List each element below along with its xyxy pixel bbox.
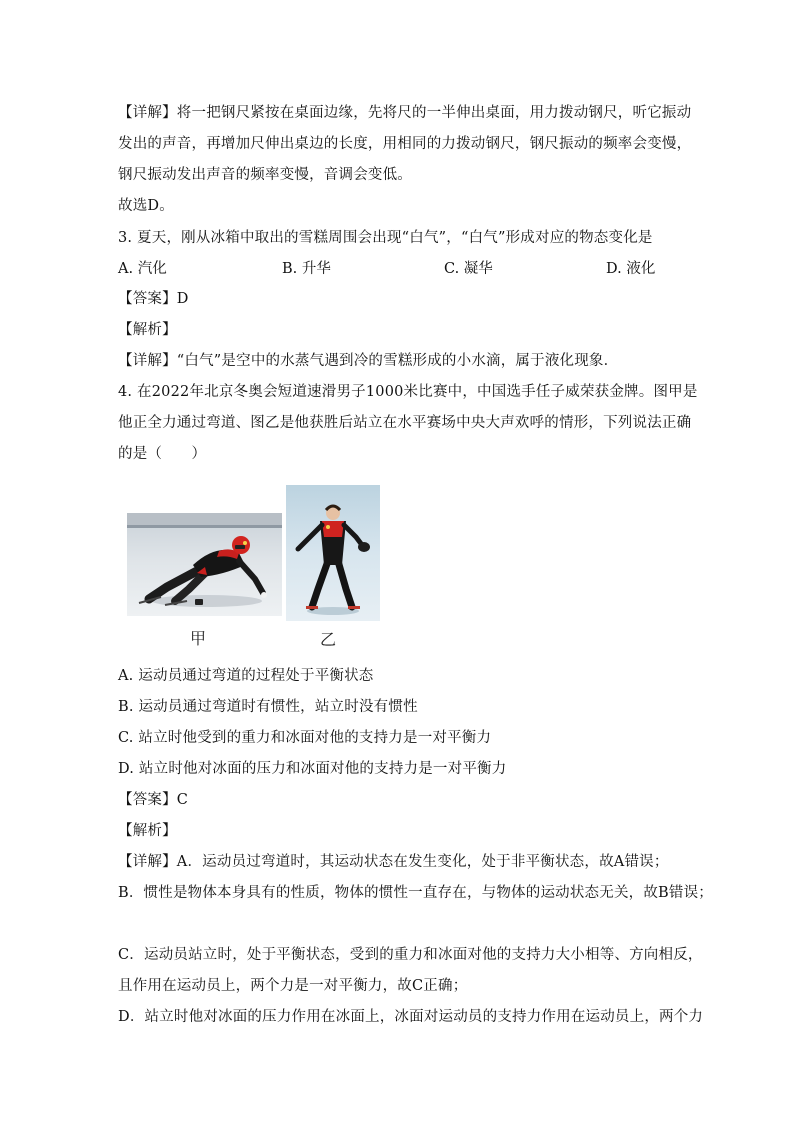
q4-option-a: A. 运动员通过弯道的过程处于平衡状态: [118, 668, 374, 684]
photo-skater-cheering: [286, 485, 380, 621]
conclusion-line: 故选D。: [118, 198, 174, 214]
detail-line-1: 【详解】将一把钢尺紧按在桌面边缘，先将尺的一半伸出桌面，用力拨动钢尺，听它振动: [118, 105, 692, 121]
q4-analysis-label: 【解析】: [118, 823, 177, 839]
q3-option-c: C. 凝华: [444, 261, 493, 277]
q4-option-d: D. 站立时他对冰面的压力和冰面对他的支持力是一对平衡力: [118, 761, 507, 777]
q4-option-c: C. 站立时他受到的重力和冰面对他的支持力是一对平衡力: [118, 730, 492, 746]
q4-detail-a: 【详解】A．运动员过弯道时，其运动状态在发生变化，处于非平衡状态，故A错误；: [118, 854, 669, 870]
q4-detail-c-1: C．运动员站立时，处于平衡状态，受到的重力和冰面对他的支持力大小相等、方向相反，: [118, 947, 703, 963]
caption-yi: 乙: [320, 630, 337, 649]
q4-detail-b: B．惯性是物体本身具有的性质，物体的惯性一直存在，与物体的运动状态无关，故B错误；: [118, 885, 714, 901]
question-4-line-3: 的是（ ）: [118, 446, 207, 462]
photo-skater-cornering: [127, 513, 282, 616]
question-4-line-2: 他正全力通过弯道、图乙是他获胜后站立在水平赛场中央大声欢呼的情形，下列说法正确: [118, 415, 692, 431]
caption-jia: 甲: [190, 629, 207, 648]
q3-detail: 【详解】“白气”是空中的水蒸气遇到冷的雪糕形成的小水滴，属于液化现象．: [118, 353, 619, 369]
question-4-line-1: 4. 在2022年北京冬奥会短道速滑男子1000米比赛中，中国选手任子威荣获金牌。图甲是: [118, 384, 698, 400]
detail-line-2: 发出的声音，再增加尺伸出桌边的长度，用相同的力拨动钢尺，钢尺振动的频率会变慢，: [118, 136, 692, 152]
q4-option-b: B. 运动员通过弯道时有惯性，站立时没有惯性: [118, 699, 418, 715]
q3-option-b: B. 升华: [282, 261, 331, 277]
question-3-stem: 3. 夏天，刚从冰箱中取出的雪糕周围会出现“白气”，“白气”形成对应的物态变化是: [118, 230, 653, 246]
q4-answer: 【答案】C: [118, 792, 189, 808]
q3-option-d: D. 液化: [606, 261, 656, 277]
q3-answer: 【答案】D: [118, 291, 189, 307]
q4-detail-c-2: 且作用在运动员上，两个力是一对平衡力，故C正确；: [118, 978, 468, 994]
q4-detail-d: D．站立时他对冰面的压力作用在冰面上，冰面对运动员的支持力作用在运动员上，两个力: [118, 1009, 704, 1025]
q3-option-a: A. 汽化: [118, 261, 167, 277]
q3-analysis-label: 【解析】: [118, 322, 177, 338]
detail-line-3: 钢尺振动发出声音的频率变慢，音调会变低。: [118, 167, 412, 183]
